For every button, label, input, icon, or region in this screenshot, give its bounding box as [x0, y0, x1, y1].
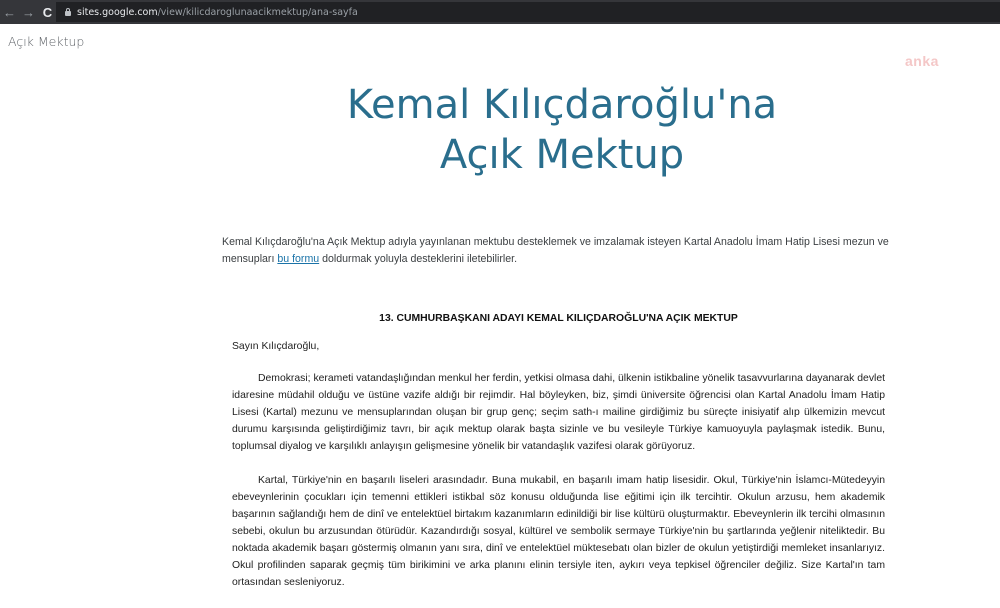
- title-line-1: Kemal Kılıçdaroğlu'na: [346, 82, 778, 128]
- title-line-2: Açık Mektup: [439, 132, 685, 178]
- intro-text: Kemal Kılıçdaroğlu'na Açık Mektup adıyla yayınlanan mektubu desteklemek ve imzalamak isteyen Kartal Anadolu İmam Hatip Lisesi mezun ve mensupları: [222, 236, 889, 265]
- intro-text-end: doldurmak yoluyla desteklerini iletebilirler.: [319, 253, 518, 265]
- page-title: [262, 80, 862, 180]
- url-path: /view/kilicdaroglunaacikmektup/ana-sayfa: [157, 6, 358, 18]
- url-host: sites.google.com: [77, 6, 158, 18]
- back-icon[interactable]: ←: [3, 4, 16, 20]
- address-bar[interactable]: [56, 2, 1000, 22]
- letter-heading: 13. CUMHURBAŞKANI ADAYI KEMAL KILIÇDAROĞLU'NA AÇIK MEKTUP: [379, 313, 738, 324]
- intro-paragraph: [222, 234, 890, 268]
- lock-icon: [65, 11, 71, 16]
- watermark-logo: anka: [905, 53, 939, 69]
- reload-icon[interactable]: C: [42, 4, 53, 20]
- form-link[interactable]: bu formu: [277, 253, 320, 265]
- letter-body: [232, 310, 885, 608]
- browser-toolbar: [0, 0, 1000, 24]
- forward-icon[interactable]: →: [22, 4, 35, 20]
- letter-salutation: Sayın Kılıçdaroğlu,: [232, 341, 320, 352]
- letter-paragraph: Demokrasi; kerameti vatandaşlığından menkul her ferdin, yetkisi olmasa dahi, ülkenin istikbaline yönelik tasavvurlarına dayanarak devlet idaresine müdahil olduğu ve üstüne vazife aldığı bir rejimdir. Hal böyleyken, biz, şimdi üniversite öğrencisi olan Kartal Anadolu İmam Hatip Lisesi (Kartal) mezunu ve mensuplarından oluşan bir grup genç; seçim sath-ı mailine girdiğimiz bu süreçte inisiyatif alıp ülkemizin mevcut durumu karşısında geliştirdiğimiz tavrı, bir açık mektup olarak başta sizinle ve bu vesileyle Türkiye kamuoyuyla paylaşmak istedik. Bunu, toplumsal diyalog ve karşılıklı anlayışın gelişmesine yönelik bir vatandaşlık vazifesi olarak görüyoruz.: [232, 373, 885, 452]
- site-name-link[interactable]: Açık Mektup: [8, 34, 85, 49]
- letter-paragraph: Kartal, Türkiye'nin en başarılı liseleri arasındadır. Buna mukabil, en başarılı imam hatip lisesidir. Okul, Türkiye'nin İslamcı-Mütedeyyin ebeveynlerinin çocukları için temenni ettikleri istikbal söz konusu olduğunda lise eğitimi için ilk tercihtir. Okulun arzusu, hem akademik başarının sağlandığı hem de dinî ve entelektüel birtakım kazanımların edinildiği bir lise kültürü oluşturmaktır. Ebeveynlerin ilk tercihi olmasının sebebi, okulun bu arzusundan ötürüdür. Kazandırdığı sosyal, kültürel ve sembolik sermaye Türkiye'nin bu şartlarında yeğlenir niteliktedir. Bu noktada akademik başarı göstermiş olmanın yanı sıra, dinî ve entelektüel müktesebatı olan bizler de okulun yetiştirdiği memleket insanlarıyız. Okul profilinden saparak geçmiş tüm birikimini ve arka planını elinin tersiyle iten, aykırı veya tepkisel öğrenciler değiliz. Size Kartal'ın tam ortasından sesleniyoruz.: [232, 475, 885, 588]
